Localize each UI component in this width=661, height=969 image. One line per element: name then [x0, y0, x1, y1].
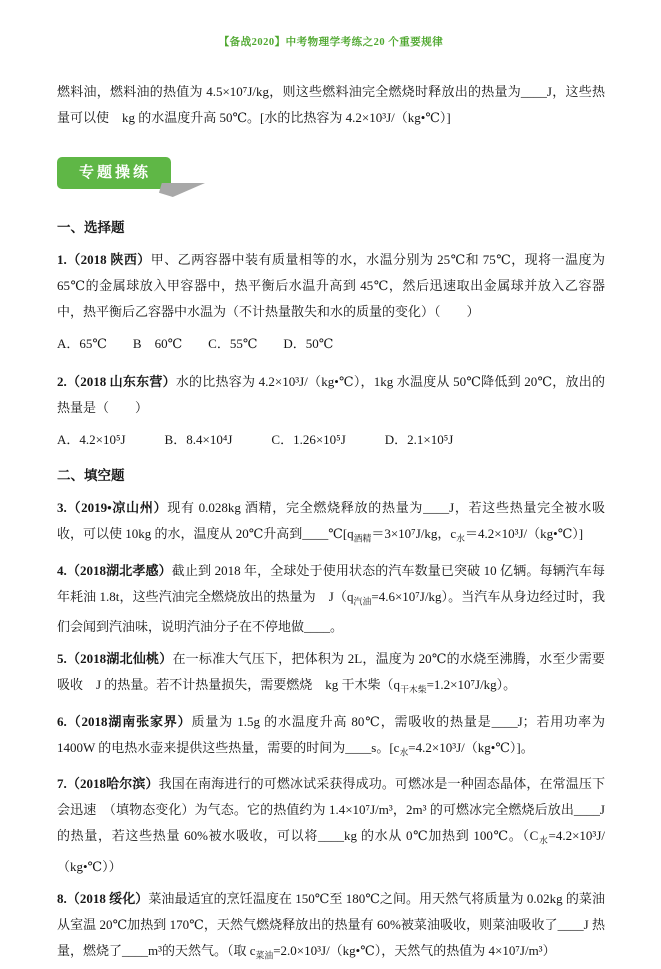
question-8-prefix: 8.（2018 绥化） — [57, 890, 149, 906]
question-1-options: A．65℃ B 60℃ C．55℃ D．50℃ — [57, 336, 334, 351]
question-7-text: 我国在南海进行的可燃冰试采获得成功。可燃冰是一种固态晶体，在常温压下会迅速 （填物态变化）为气态。它的热值约为 1.4×10⁷J/m³，2m³ 的可燃冰完全燃烧后放出____J 的热量，若这些热量 60%被水吸收，可以将____kg 的水从 0℃加热到 100℃。$(C_水=4.2\times 10^3J/(kg•℃))$ — [57, 776, 605, 874]
question-2-prefix: 2.（2018 山东东营） — [57, 374, 176, 389]
section-heading-choice: 一、选择题 — [57, 220, 125, 235]
question-3-text: 现有 0.028kg 酒精，完全燃烧释放的热量为____J，若这些热量完全被水吸收，可以使 10kg 的水，温度从 20℃升高到$\_\_\_\_℃[q_{酒精}=3\times 10^7J/kg$，$c_水=4.2\times 10^3J/(kg•℃)$] — [57, 500, 605, 544]
question-8-text: 菜油最适宜的烹饪温度在 150℃至 180℃之间。用天然气将质量为 0.02kg 的菜油从室温 20℃加热到 170℃，天然气燃烧释放出的热量有 60%被菜油吸收，则菜油吸收了____J 热量，燃烧了____m³的天然气。（取 $c_{菜油}=2.0\times 10^3J/(kg•℃)$，天然气的热值为 4×10⁷J/m³） — [57, 890, 605, 961]
question-1 — [57, 247, 605, 325]
question-8 — [57, 886, 605, 969]
topic-banner-label: 专题操练 — [57, 157, 171, 189]
question-1-prefix: 1.（2018 陕西） — [57, 252, 151, 267]
banner-shadow-shape — [159, 183, 205, 197]
question-4-prefix: 4.（2018湖北孝感） — [57, 562, 172, 578]
question-3-prefix: 3.（2019•凉山州） — [57, 500, 168, 515]
question-6-text: 质量为 1.5g 的水温度升高 80℃，需吸收的热量是____J；若用功率为 1400W 的电热水壶来提供这些热量，需要的时间为____s。$[c_水=4.2\times 10^3J/(kg•℃)]$。 — [57, 713, 605, 758]
doc-header: 【备战2020】中考物理学考练之20 个重要规律 — [218, 37, 444, 48]
topic-banner — [57, 157, 605, 189]
question-4 — [57, 558, 605, 641]
fill-blank-section — [57, 465, 605, 969]
question-7 — [57, 771, 605, 880]
question-3 — [57, 495, 605, 552]
intro-paragraph: 燃料油，燃料油的热值为 4.5×10⁷J/kg，则这些燃料油完全燃烧时释放出的热量为____J，这些热量可以使 kg 的水温度升高 50℃。[水的比热容为 4.2×10³J/（kg•℃）] — [57, 84, 605, 125]
question-7-prefix: 7.（2018哈尔滨） — [57, 776, 159, 792]
section-heading-blank: 二、填空题 — [57, 468, 125, 483]
question-5-prefix: 5.（2018湖北仙桃） — [57, 651, 173, 667]
question-2-options: A．4.2×10⁵J B．8.4×10⁴J C．1.26×10⁵J D．2.1×10⁵J — [57, 432, 454, 447]
question-6 — [57, 709, 605, 766]
question-5 — [57, 646, 605, 703]
multiple-choice-section — [57, 217, 605, 453]
question-1-text: 甲、乙两容器中装有质量相等的水，水温分别为 25℃和 75℃，现将一温度为 65℃的金属球放入甲容器中，热平衡后水温升高到 45℃，然后迅速取出金属球并放入乙容器中，热平衡后乙容器中水温为（不计热量散失和水的质量的变化）（ ） — [57, 252, 605, 319]
question-2-text: 水的比热容为 4.2×10³J/（kg•℃），1kg 水温度从 50℃降低到 20℃，放出的热量是（ ） — [57, 374, 605, 415]
question-6-prefix: 6.（2018湖南张家界） — [57, 713, 192, 729]
question-5-text: 在一标准大气压下，把体积为 2L，温度为 20℃的水烧至沸腾，水至少需要吸收 J 的热量。若不计热量损失，需要燃烧 kg 干木柴$(q_{干木柴}=1.2\times 10^7J/kg)$。 — [57, 651, 605, 695]
question-4-text: 截止到 2018 年，全球处于使用状态的汽车数量已突破 10 亿辆。每辆汽车每年耗油 1.8t，这些汽油完全燃烧放出的热量为 $J(q_{汽油}=4.6\times 10^7J/kg)$。当汽车从身边经过时，我们会闻到汽油味，说明汽油分子在不停地做____。 — [57, 562, 605, 635]
question-2 — [57, 369, 605, 421]
